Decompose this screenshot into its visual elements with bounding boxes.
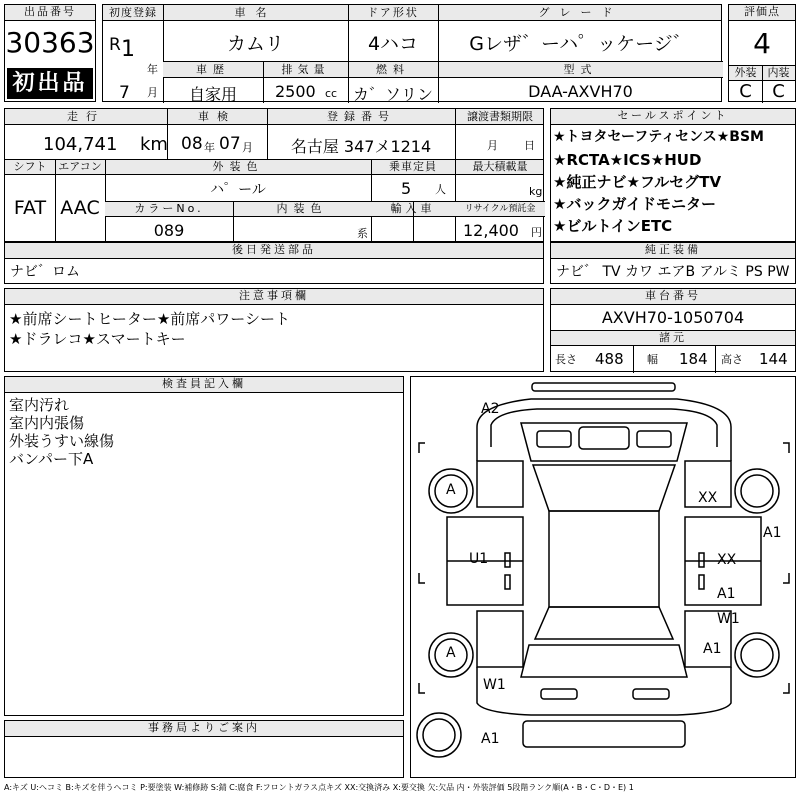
reg-month: 7 [119,83,130,103]
details-box [4,108,544,242]
reg-number-label: 登録番号 [327,110,395,123]
sales-point: ★純正ナビ★フルセグTV [553,173,722,191]
fuel: カ゛ソリン [352,85,433,104]
inspector-title: 検査員記入欄 [5,377,403,393]
mileage-label: 走行 [67,110,105,123]
history-label: 車歴 [196,63,230,76]
color-number: 089 [153,221,185,240]
damage-mark: W1 [483,677,506,693]
chassis-number: AXVH70-1050704 [601,308,745,327]
damage-mark: A [446,645,456,661]
capacity-unit: 人 [435,183,446,196]
car-name: カムリ [226,33,284,55]
damage-mark: A1 [703,641,722,657]
mileage-unit: km [140,134,168,155]
damage-mark: A1 [481,731,500,747]
caution-title: 注意事項欄 [5,289,543,305]
damage-mark: XX [698,490,718,506]
overall-score: 4 [753,27,771,60]
sales-point: ★ビルトインETC [553,217,673,235]
later-parts-content: ナビ゛ロム [10,264,80,280]
exterior-label: 外装 [734,66,757,79]
interior-label: 内装 [767,66,790,79]
recycle-unit: 円 [531,226,542,239]
length: 488 [595,350,624,368]
inspector-line: 外装うすい線傷 [9,432,115,450]
inspection-label: 車検 [198,110,236,123]
lot-number: 30363 [5,26,95,59]
score-label: 評価点 [729,5,795,21]
fuel-label: 燃料 [376,63,410,76]
recycle-label: リサイクル預託金 [464,204,536,214]
grade: Gレザ゛ーハ゜ッケージ゛ [469,33,692,55]
sales-point: ★トヨタセーフティセンス★BSM [553,129,764,145]
office-box [4,720,404,778]
import-label: 輸入車 [390,202,436,215]
interior-color-unit: 系 [357,227,368,240]
first-reg-label: 初度登録 [109,6,157,19]
exterior-color: ハ゜ール [210,182,266,198]
exterior-grade: C [739,81,752,102]
sales-point: ★バックガイドモニター [553,195,716,213]
lot-number-box [4,4,96,102]
reg-year: 1 [121,37,135,62]
car-outline [411,377,797,779]
office-title: 事務局よりご案内 [5,721,403,737]
damage-mark: A1 [763,525,782,541]
inspector-line: 室内汚れ [9,396,70,414]
doc-deadline-label: 譲渡書類期限 [467,110,533,123]
car-name-label: 車名 [234,6,277,19]
capacity-label: 乗車定員 [389,160,437,173]
damage-mark: XX [717,552,737,568]
divider [455,109,456,159]
width: 184 [679,350,708,368]
chassis-title: 車台番号 [551,289,795,305]
shift: FAT [13,197,47,219]
color-label: 外装色 [212,160,264,173]
caution-box [4,288,544,372]
load-unit: kg [529,185,543,198]
inspection-month: 07 [219,134,241,154]
displacement: 2500 [275,82,316,101]
damage-diagram [410,376,796,778]
lot-number-label: 出品番号 [5,5,95,21]
recycle-fee: 12,400 [463,221,519,240]
grade-label: グレード [538,6,623,19]
displacement-unit: cc [325,87,338,100]
air-conditioner: AAC [60,197,100,219]
reg-number: 名古屋 347メ1214 [290,137,432,156]
equipment-box [550,242,796,284]
damage-mark: A [446,482,456,498]
sales-points-box [550,108,796,242]
width-label: 幅 [647,353,658,366]
damage-mark: W1 [717,611,740,627]
inspector-line: 室内内張傷 [9,414,85,432]
damage-mark: A1 [717,586,736,602]
load-label: 最大積載量 [472,160,528,173]
chassis-box [550,288,796,372]
caution-line: ★ドラレコ★スマートキー [9,330,186,348]
divider [715,346,716,373]
reg-year-unit: 年 [147,63,158,76]
doc-month-unit: 月 [487,139,498,152]
later-parts-title: 後日発送部品 [5,243,543,259]
displacement-label: 排気量 [281,63,330,76]
mileage: 104,741 [43,134,118,155]
later-parts-box [4,242,544,284]
inspector-box [4,376,404,716]
score-box [728,4,796,102]
model-label: 型式 [563,63,598,76]
legend: A:キズ U:ヘコミ B:キズを伴うヘコミ P:要塗装 W:補修跡 S:錆 C:腐食 F:フロントガラス点キズ XX:交換済み X:要交換 欠:欠品 内・外装評価 5段階ランク順(A・B・C・D・E) 1 [4,783,634,792]
caution-line: ★前席シートヒーター★前席パワーシート [9,310,290,328]
equipment-title: 純正装備 [551,243,795,259]
equipment-content: ナビ゛ TV カワ エアB アルミ PS PW [556,264,790,280]
ac-label: エアコン [58,160,102,173]
damage-mark: U1 [469,551,489,567]
sales-points-title: セールスポイント [551,109,795,125]
sales-point: ★RCTA★ICS★HUD [553,151,702,169]
shift-label: シフト [13,160,47,173]
specs-title: 諸元 [551,331,795,346]
inspection-month-unit: 月 [242,141,253,154]
vehicle-info-box [102,4,722,102]
interior-grade: C [772,81,785,102]
inspection-year-unit: 年 [204,141,215,154]
height: 144 [759,350,788,368]
history: 自家用 [188,85,237,104]
door-type: 4ハコ [367,33,419,55]
model: DAA-AXVH70 [528,82,633,101]
inspector-line: バンパー下A [9,450,94,468]
reg-month-unit: 月 [147,86,158,99]
era: R [109,35,121,55]
capacity: 5 [401,179,412,198]
color-no-label: カラーNo. [134,202,204,215]
length-label: 長さ [555,353,577,366]
interior-color-label: 内装色 [276,202,328,215]
first-listing-badge: 初出品 [7,68,93,99]
divider [633,346,634,373]
door-label: ドア形状 [367,6,419,19]
doc-day-unit: 日 [524,139,535,152]
height-label: 高さ [721,353,743,366]
damage-mark: A2 [481,401,500,417]
inspection-year: 08 [181,134,203,154]
